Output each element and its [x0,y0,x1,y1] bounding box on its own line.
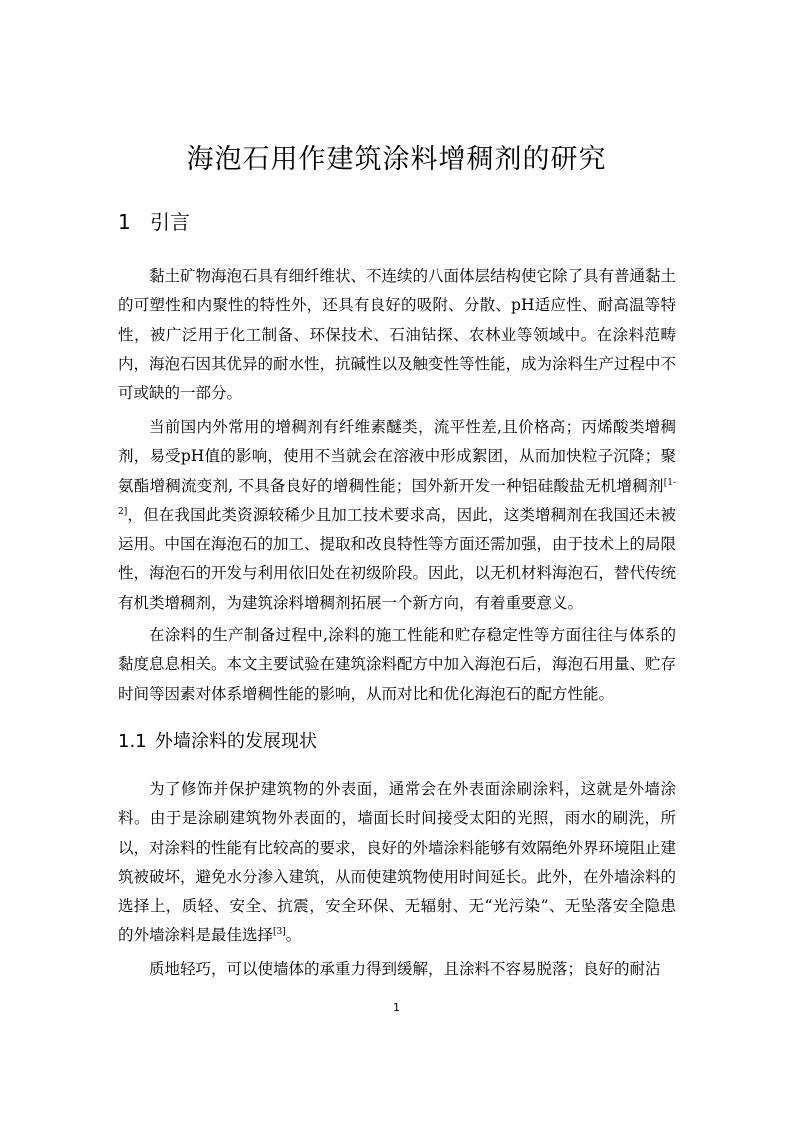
paragraph-4 [118,775,676,951]
citation-1-2: [1-2] [118,477,676,517]
paragraph-4-text-a: 为了修饰并保护建筑物的外表面，通常会在外表面涂刷涂料，这就是外墙涂料。由于是涂刷建筑物外表面的，墙面长时间接受太阳的光照，雨水的刷洗，所以，对涂料的性能有比较高的要求，良好的外墙涂料能够有效隔绝外界环境阻止建筑被破坏，避免水分渗入建筑，从而使建筑物使用时间延长。此外，在外墙涂料的选择上，质轻、安全、抗震，安全环保、无辐射、无“光污染”、无坠落安全隐患的外墙涂料是最佳选择 [118,780,677,945]
paragraph-2-text-b: ，但在我国此类资源较稀少且加工技术要求高，因此，这类增稠剂在我国还未被运用。中国在海泡石的加工、提取和改良特性等方面还需加强，由于技术上的局限性，海泡石的开发与利用依旧处在初级阶段。因此，以无机材料海泡石，替代传统有机类增稠剂，为建筑涂料增稠剂拓展一个新方向，有着重要意义。 [118,505,677,612]
paragraph-5: 质地轻巧，可以使墙体的承重力得到缓解，且涂料不容易脱落；良好的耐沾 [149,960,661,978]
section-title: 引言 [150,210,190,234]
page-number: 1 [393,1001,400,1014]
subsection-heading-exterior-coatings [118,728,317,756]
paragraph-1: 黏土矿物海泡石具有细纤维状、不连续的八面体层结构使它除了具有普通黏土的可塑性和内聚性的特性外，还具有良好的吸附、分散、pH适应性、耐高温等特性，被广泛用于化工制备、环保技术、石油钻探、农林业等领域中。在涂料范畴内，海泡石因其优异的耐水性，抗碱性以及触变性等性能，成为涂料生产过程中不可或缺的一部分。 [118,267,677,403]
paragraph-4-text-b: 。 [285,926,302,945]
subsection-number: 1.1 [118,731,147,752]
section-number: 1 [118,210,131,234]
paragraph-2-text-a: 当前国内外常用的增稠剂有纤维素醚类，流平性差,且价格高；丙烯酸类增稠剂，易受pH值的影响，使用不当就会在溶液中形成絮团，从而加快粒子沉降；聚氨酯增稠流变剂, 不具备良好的增稠性能；国外新开发一种铝硅酸盐无机增稠剂 [118,418,676,495]
section-heading-introduction [118,207,190,237]
paper-title: 海泡石用作建筑涂料增稠剂的研究 [186,144,607,175]
paragraph-3: 在涂料的生产制备过程中,涂料的施工性能和贮存稳定性等方面往往与体系的黏度息息相关。本文主要试验在建筑涂料配方中加入海泡石后，海泡石用量、贮存时间等因素对体系增稠性能的影响，从而对比和优化海泡石的配方性能。 [118,626,677,703]
citation-3: [3] [273,927,286,938]
subsection-title: 外墙涂料的发展现状 [155,731,317,752]
paragraph-2 [118,413,676,618]
